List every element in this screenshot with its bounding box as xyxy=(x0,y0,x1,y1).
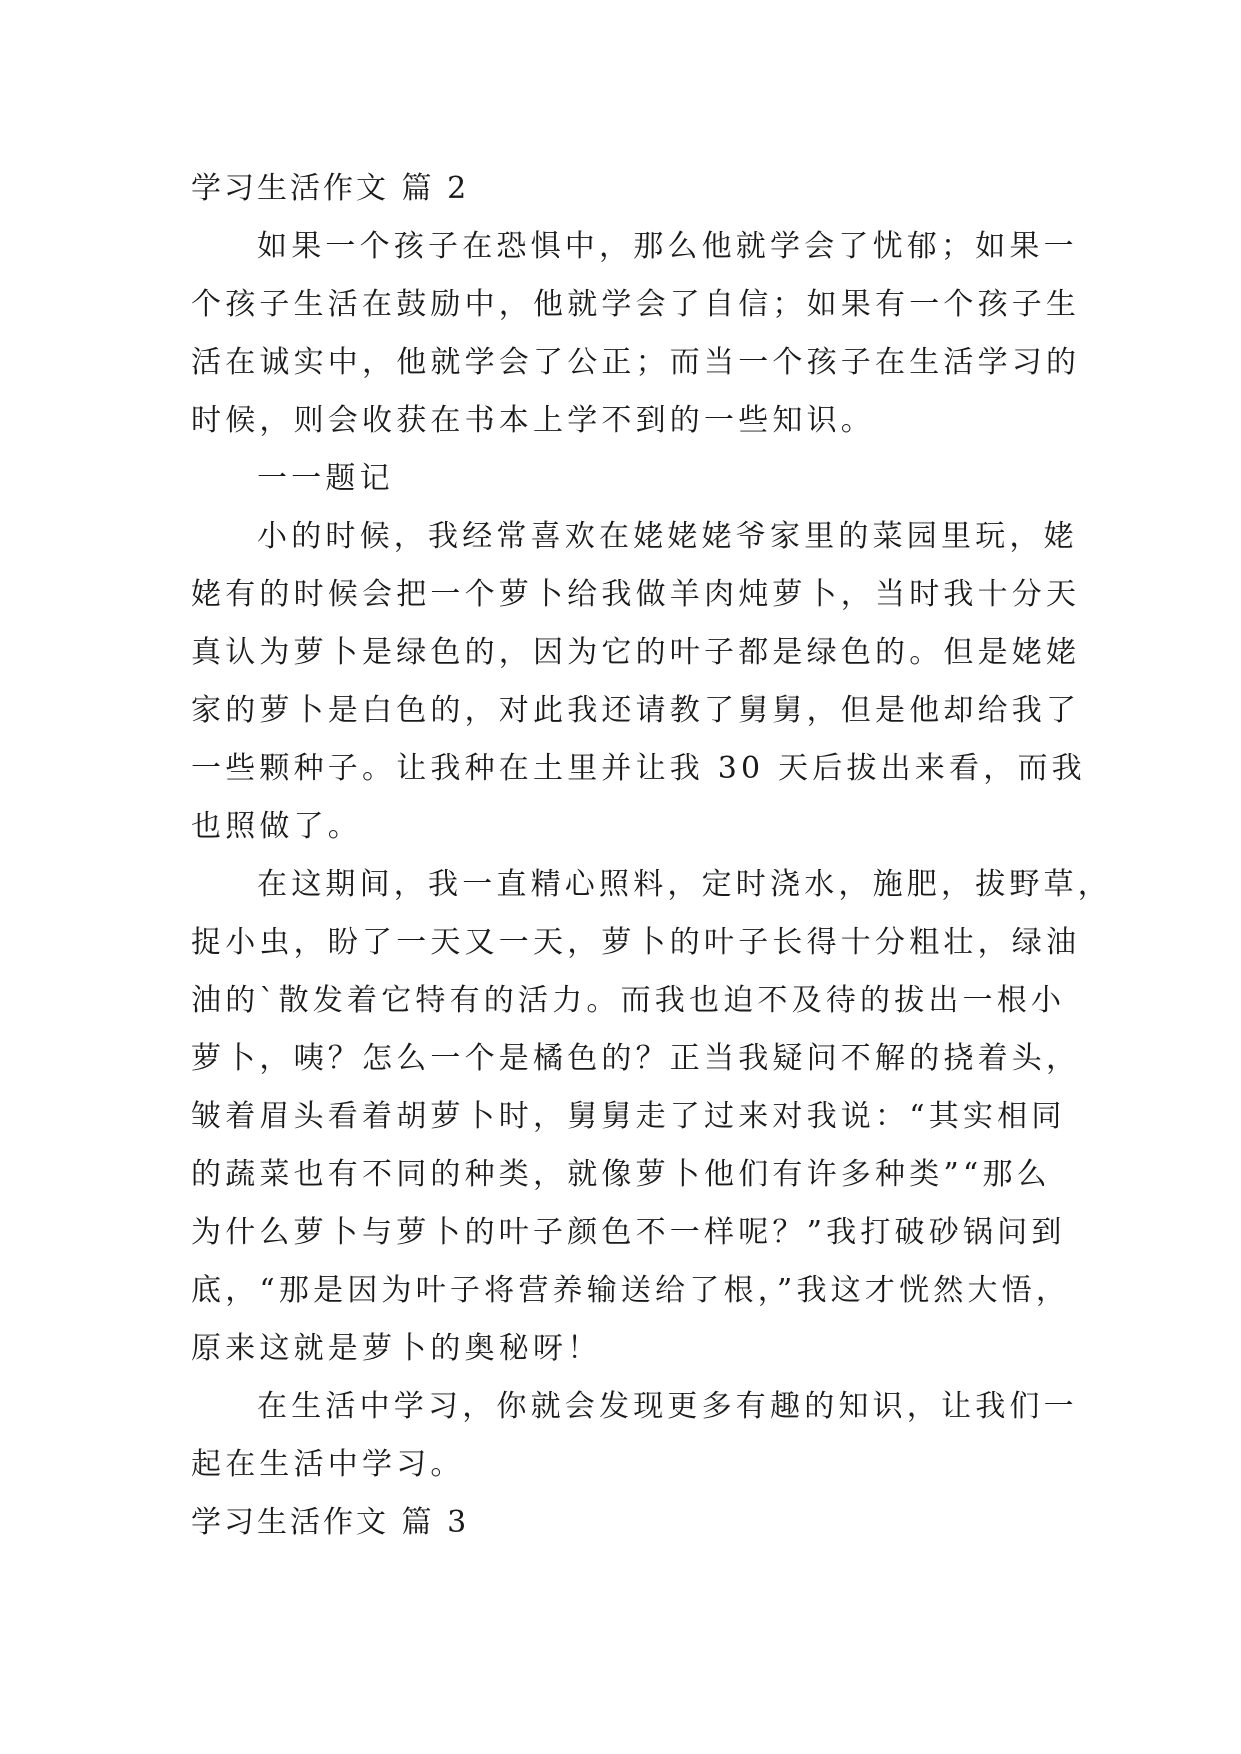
paragraph-line: 也照做了。 xyxy=(191,809,362,844)
paragraph-line: 小的时候，我经常喜欢在姥姥姥爷家里的菜园里玩，姥 xyxy=(257,519,1078,554)
paragraph-line: 原来这就是萝卜的奥秘呀！ xyxy=(191,1331,602,1366)
paragraph-line: 在这期间，我一直精心照料，定时浇水，施肥，拔野草， xyxy=(257,867,1112,902)
paragraph-line: 姥有的时候会把一个萝卜给我做羊肉炖萝卜，当时我十分天 xyxy=(191,577,1081,612)
paragraph-line: 如果一个孩子在恐惧中，那么他就学会了忧郁；如果一 xyxy=(257,229,1078,264)
paragraph-line: 个孩子生活在鼓励中，他就学会了自信；如果有一个孩子生 xyxy=(191,287,1081,322)
paragraph-line: 在生活中学习，你就会发现更多有趣的知识，让我们一 xyxy=(257,1389,1078,1424)
document-page xyxy=(191,160,1112,1552)
paragraph-line: 时候，则会收获在书本上学不到的一些知识。 xyxy=(191,403,875,438)
paragraph-line: 萝卜，咦？怎么一个是橘色的？正当我疑问不解的挠着头， xyxy=(191,1041,1081,1076)
paragraph-line: 的蔬菜也有不同的种类，就像萝卜他们有许多种类”“那么 xyxy=(191,1157,1051,1192)
paragraph-line: 真认为萝卜是绿色的，因为它的叶子都是绿色的。但是姥姥 xyxy=(191,635,1081,670)
paragraph-line: 底，“那是因为叶子将营养输送给了根，”我这才恍然大悟， xyxy=(191,1273,1071,1308)
epigraph-attribution: 一一题记 xyxy=(257,461,394,496)
paragraph-line: 油的`散发着它特有的活力。而我也迫不及待的拔出一根小 xyxy=(191,983,1066,1018)
paragraph-line: 捉小虫，盼了一天又一天，萝卜的叶子长得十分粗壮，绿油 xyxy=(191,925,1081,960)
section-heading: 学习生活作文 篇 3 xyxy=(191,1505,470,1540)
paragraph-line: 活在诚实中，他就学会了公正；而当一个孩子在生活学习的 xyxy=(191,345,1081,380)
paragraph-line: 起在生活中学习。 xyxy=(191,1447,465,1482)
paragraph-line: 皱着眉头看着胡萝卜时，舅舅走了过来对我说：“其实相同 xyxy=(191,1099,1066,1134)
paragraph-line: 家的萝卜是白色的，对此我还请教了舅舅，但是他却给我了 xyxy=(191,693,1081,728)
paragraph-line: 为什么萝卜与萝卜的叶子颜色不一样呢？”我打破砂锅问到 xyxy=(191,1215,1066,1250)
paragraph-line: 一些颗种子。让我种在土里并让我 30 天后拔出来看，而我 xyxy=(191,751,1086,786)
section-heading: 学习生活作文 篇 2 xyxy=(191,171,470,206)
